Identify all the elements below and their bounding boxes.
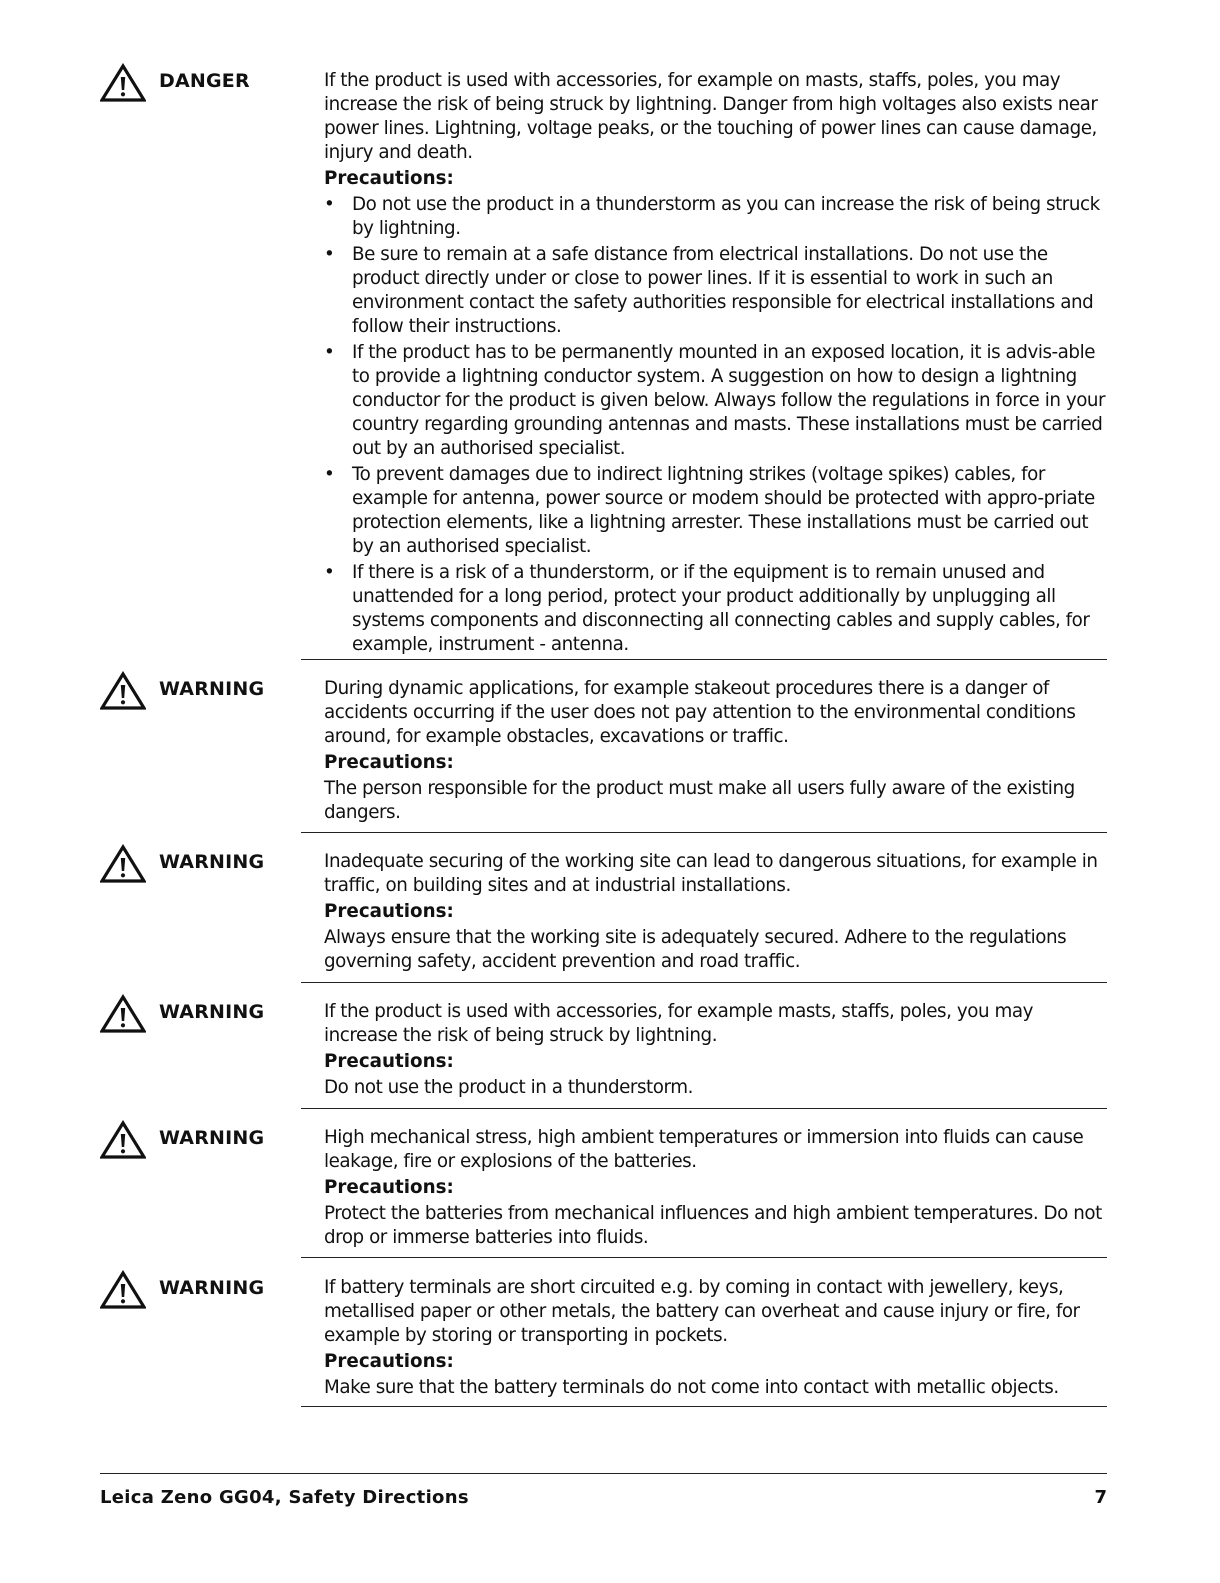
safety-label-text: WARNING bbox=[159, 1127, 265, 1149]
bullet-icon: • bbox=[324, 464, 335, 485]
bullet-icon: • bbox=[324, 562, 335, 583]
safety-label-text: DANGER bbox=[159, 70, 250, 92]
safety-text bbox=[324, 1126, 1108, 1250]
bullet-icon: • bbox=[324, 342, 335, 363]
precaution-text: Protect the batteries from mechanical influences and high ambient temperatures. Do not drop or immerse batteries into fluids. bbox=[324, 1203, 1102, 1248]
precautions-heading: Precautions: bbox=[324, 168, 454, 189]
warning-triangle-icon bbox=[100, 63, 146, 103]
safety-text bbox=[324, 677, 1108, 825]
hazard-description: If the product is used with accessories, for example masts, staffs, poles, you may increase the risk of being struck by lightning. bbox=[324, 1001, 1033, 1046]
section-divider bbox=[301, 659, 1107, 660]
precautions-list bbox=[324, 193, 1108, 657]
section-divider bbox=[301, 1257, 1107, 1258]
safety-label bbox=[100, 677, 290, 721]
bullet-icon: • bbox=[324, 244, 335, 265]
safety-label-text: WARNING bbox=[159, 1001, 265, 1023]
hazard-description: High mechanical stress, high ambient temperatures or immersion into fluids can cause leakage, fire or explosions of the batteries. bbox=[324, 1127, 1084, 1172]
warning-triangle-icon bbox=[100, 1270, 146, 1310]
safety-label-text: WARNING bbox=[159, 851, 265, 873]
safety-text bbox=[324, 1000, 1108, 1100]
precautions-heading: Precautions: bbox=[324, 1351, 454, 1372]
safety-label bbox=[100, 850, 290, 894]
list-item: • Be sure to remain at a safe distance from electrical installations. Do not use the product directly under or close to power lines. If it is essential to work in such an environment contact the safety authorities responsible for electrical installations and follow their instructions. bbox=[324, 244, 1094, 337]
bullet-icon: • bbox=[324, 194, 335, 215]
list-item: • If there is a risk of a thunderstorm, or if the equipment is to remain unused and unattended for a long period, protect your product additionally by unplugging all systems components and disconnecting all connecting cables and supply cables, for example, instrument - antenna. bbox=[324, 562, 1090, 655]
hazard-description: If battery terminals are short circuited e.g. by coming in contact with jewellery, keys, metallised paper or other metals, the battery can overheat and cause injury or fire, for example by storing or transporting in pockets. bbox=[324, 1277, 1080, 1346]
precautions-heading: Precautions: bbox=[324, 1177, 454, 1198]
safety-label-text: WARNING bbox=[159, 1277, 265, 1299]
footer-divider bbox=[100, 1473, 1107, 1474]
precautions-heading: Precautions: bbox=[324, 901, 454, 922]
safety-label bbox=[100, 69, 290, 113]
precautions-heading: Precautions: bbox=[324, 752, 454, 773]
list-item: • If the product has to be permanently mounted in an exposed location, it is advis-able to provide a lightning conductor system. A suggestion on how to design a lightning conductor for the product is given below. Always follow the regulations in force in your country regarding grounding antennas and masts. These installations must be carried out by an authorised specialist. bbox=[324, 342, 1106, 459]
safety-label bbox=[100, 1000, 290, 1044]
safety-text bbox=[324, 1276, 1108, 1400]
list-item: • Do not use the product in a thunderstorm as you can increase the risk of being struck by lightning. bbox=[324, 194, 1100, 239]
precaution-text: Always ensure that the working site is adequately secured. Adhere to the regulations governing safety, accident prevention and road traffic. bbox=[324, 927, 1067, 972]
hazard-description: During dynamic applications, for example stakeout procedures there is a danger of accidents occurring if the user does not pay attention to the environmental conditions around, for example obstacles, excavations or traffic. bbox=[324, 678, 1076, 747]
safety-label bbox=[100, 1126, 290, 1170]
hazard-description: Inadequate securing of the working site can lead to dangerous situations, for example in traffic, on building sites and at industrial installations. bbox=[324, 851, 1098, 896]
safety-label bbox=[100, 1276, 290, 1320]
safety-label-text: WARNING bbox=[159, 678, 265, 700]
warning-triangle-icon bbox=[100, 671, 146, 711]
section-divider bbox=[301, 1406, 1107, 1407]
warning-triangle-icon bbox=[100, 844, 146, 884]
warning-triangle-icon bbox=[100, 994, 146, 1034]
page-number: 7 bbox=[1094, 1487, 1107, 1508]
precaution-text: Do not use the product in a thunderstorm. bbox=[324, 1077, 693, 1098]
precaution-text: The person responsible for the product must make all users fully aware of the existing dangers. bbox=[324, 778, 1075, 823]
warning-triangle-icon bbox=[100, 1120, 146, 1160]
footer-title: Leica Zeno GG04, Safety Directions bbox=[100, 1487, 469, 1508]
safety-text bbox=[324, 69, 1108, 659]
list-item: • To prevent damages due to indirect lightning strikes (voltage spikes) cables, for example for antenna, power source or modem should be protected with appro-priate protection elements, like a lightning arrester. These installations must be carried out by an authorised specialist. bbox=[324, 464, 1095, 557]
section-divider bbox=[301, 1108, 1107, 1109]
safety-text bbox=[324, 850, 1108, 974]
section-divider bbox=[301, 832, 1107, 833]
precaution-text: Make sure that the battery terminals do not come into contact with metallic objects. bbox=[324, 1377, 1059, 1398]
hazard-description: If the product is used with accessories, for example on masts, staffs, poles, you may increase the risk of being struck by lightning. Danger from high voltages also exists near power lines. Lightning, voltage peaks, or the touching of power lines can cause damage, injury and death. bbox=[324, 70, 1098, 163]
section-divider bbox=[301, 982, 1107, 983]
precautions-heading: Precautions: bbox=[324, 1051, 454, 1072]
